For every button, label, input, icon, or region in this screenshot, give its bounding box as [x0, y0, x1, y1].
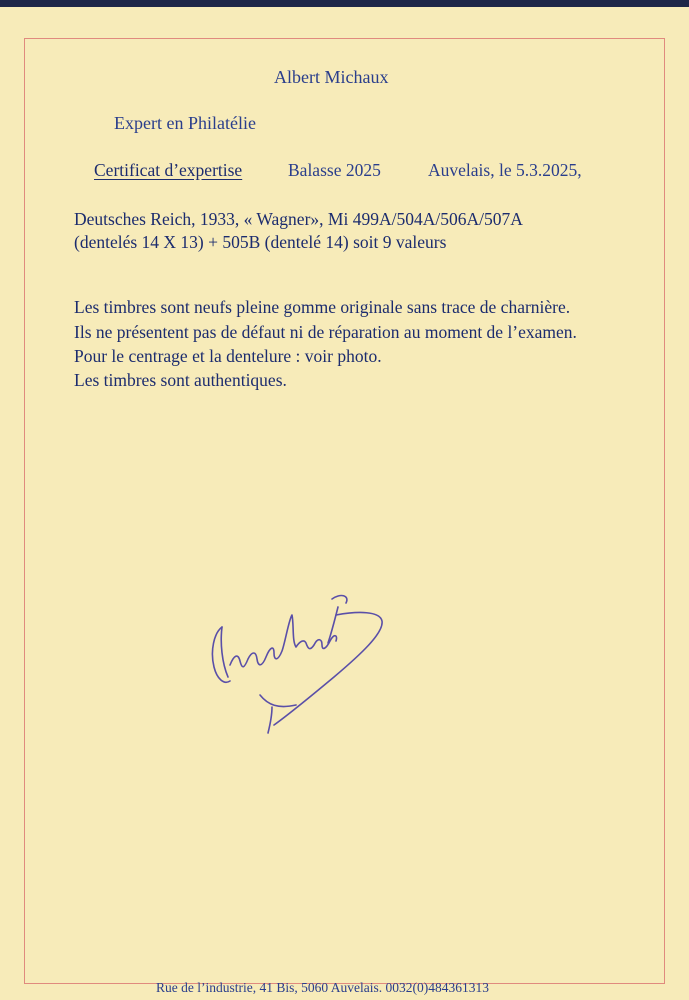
assessment-line-1: Les timbres sont neufs pleine gomme originale sans trace de charnière.	[74, 297, 571, 317]
assessment-line-3: Pour le centrage et la dentelure : voir photo.	[74, 346, 382, 366]
stamp-description-line-2: (dentelés 14 X 13) + 505B (dentelé 14) soit 9 valeurs	[74, 232, 447, 252]
top-edge-strip	[0, 0, 689, 7]
assessment-line-2: Ils ne présentent pas de défaut ni de réparation au moment de l’examen.	[74, 322, 577, 342]
stamp-description-line-1: Deutsches Reich, 1933, « Wagner», Mi 499A/504A/506A/507A	[74, 209, 523, 229]
footer-address: Rue de l’industrie, 41 Bis, 5060 Auvelais. 0032(0)484361313	[156, 979, 489, 995]
place-and-date: Auvelais, le 5.3.2025,	[428, 160, 582, 180]
expert-title: Expert en Philatélie	[114, 113, 256, 133]
expert-name: Albert Michaux	[274, 67, 389, 87]
certificate-label: Certificat d’expertise	[94, 160, 243, 180]
handwritten-signature	[200, 585, 400, 745]
certificate-reference: Balasse 2025	[288, 160, 381, 180]
assessment-line-4: Les timbres sont authentiques.	[74, 370, 287, 390]
